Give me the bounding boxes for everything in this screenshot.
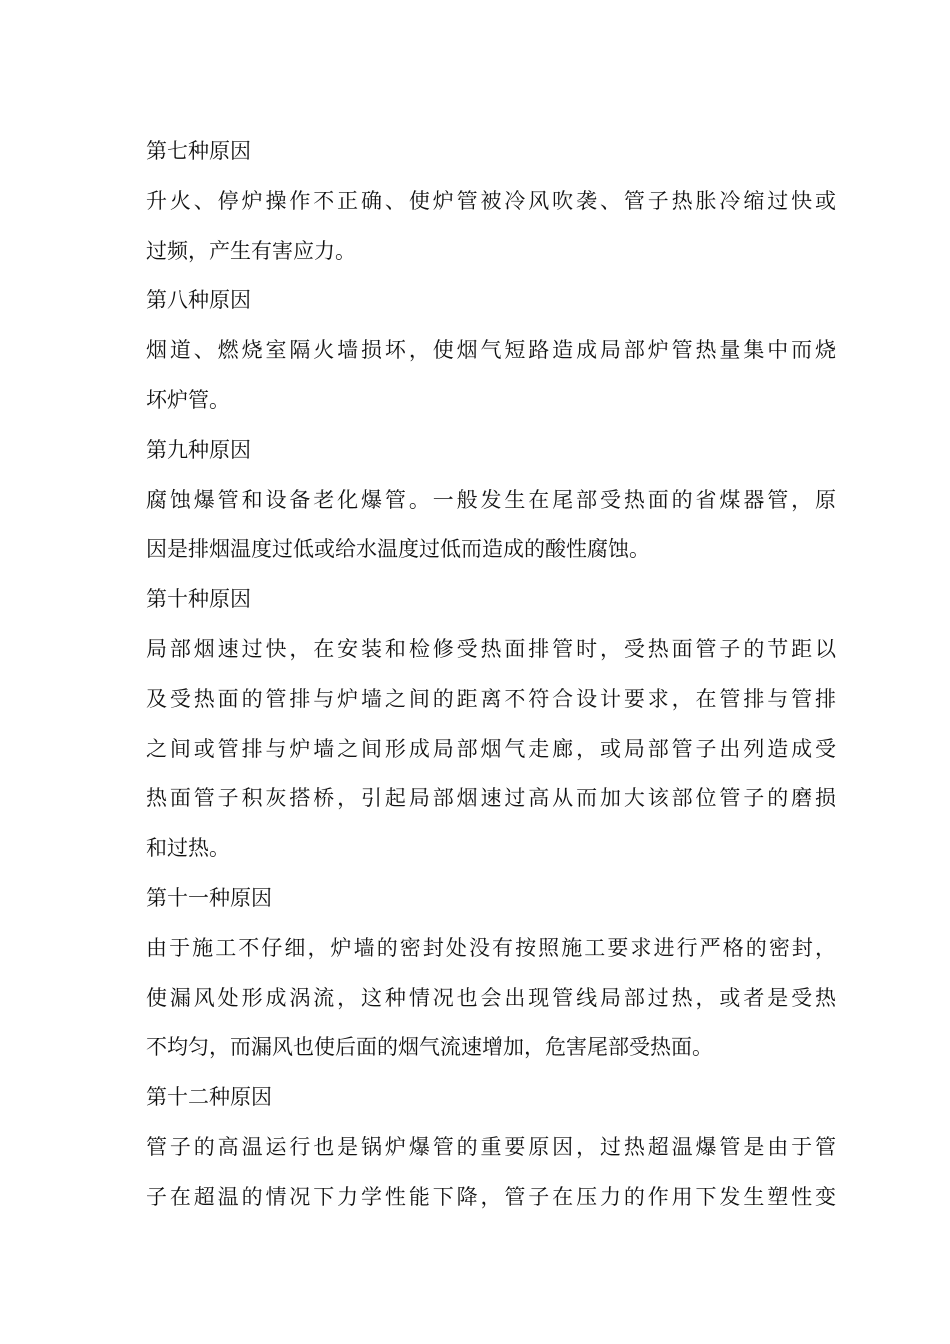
section-heading: 第十一种原因 — [146, 885, 272, 910]
section-paragraph — [146, 177, 836, 277]
paragraph-line: 和过热。 — [146, 836, 230, 861]
section-11 — [146, 874, 836, 1073]
section-heading: 第九种原因 — [146, 437, 251, 462]
paragraph-line: 过频，产生有害应力。 — [146, 238, 356, 263]
section-heading: 第十二种原因 — [146, 1085, 272, 1110]
paragraph-line: 子在超温的情况下力学性能下降，管子在压力的作用下发生塑性变 — [146, 1184, 836, 1209]
paragraph-line: 不均匀，而漏风也使后面的烟气流速增加，危害尾部受热面。 — [146, 1035, 713, 1060]
section-paragraph — [146, 625, 836, 874]
section-7 — [146, 127, 836, 276]
paragraph-line: 局部烟速过快，在安装和检修受热面排管时，受热面管子的节距以 — [146, 636, 836, 661]
paragraph-line: 烟道、燃烧室隔火墙损坏，使烟气短路造成局部炉管热量集中而烧 — [146, 338, 836, 363]
paragraph-line: 使漏风处形成涡流，这种情况也会出现管线局部过热，或者是受热 — [146, 985, 836, 1010]
section-paragraph — [146, 1123, 836, 1223]
paragraph-line: 因是排烟温度过低或给水温度过低而造成的酸性腐蚀。 — [146, 537, 650, 562]
section-heading: 第七种原因 — [146, 139, 251, 163]
paragraph-line: 腐蚀爆管和设备老化爆管。一般发生在尾部受热面的省煤器管，原 — [146, 487, 836, 512]
section-10 — [146, 575, 836, 874]
section-8 — [146, 276, 836, 425]
paragraph-line: 由于施工不仔细，炉墙的密封处没有按照施工要求进行严格的密封， — [146, 935, 836, 960]
paragraph-line: 之间或管排与炉墙之间形成局部烟气走廊，或局部管子出列造成受 — [146, 736, 836, 761]
paragraph-line: 热面管子积灰搭桥，引起局部烟速过高从而加大该部位管子的磨损 — [146, 786, 836, 811]
document-body — [146, 127, 836, 1223]
section-heading: 第八种原因 — [146, 288, 251, 313]
paragraph-line: 及受热面的管排与炉墙之间的距离不符合设计要求，在管排与管排 — [146, 686, 836, 711]
section-12 — [146, 1073, 836, 1222]
paragraph-line: 升火、停炉操作不正确、使炉管被冷风吹袭、管子热胀冷缩过快或 — [146, 188, 836, 213]
section-9 — [146, 426, 836, 575]
section-heading: 第十种原因 — [146, 587, 251, 612]
paragraph-line: 管子的高温运行也是锅炉爆管的重要原因，过热超温爆管是由于管 — [146, 1134, 836, 1159]
section-paragraph — [146, 476, 836, 576]
section-paragraph — [146, 924, 836, 1073]
section-paragraph — [146, 326, 836, 426]
paragraph-line: 坏炉管。 — [146, 387, 230, 412]
